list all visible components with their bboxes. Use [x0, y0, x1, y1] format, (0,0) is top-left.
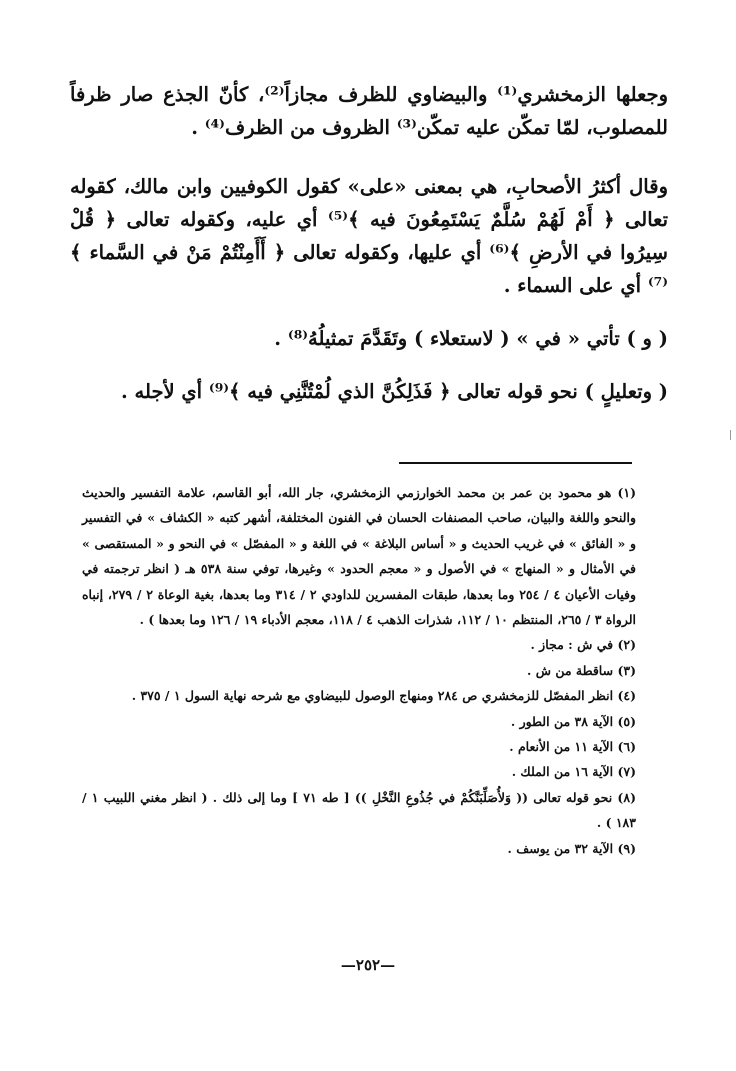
paragraph-3: ( و ) تأتي « في » ( لاستعلاء ) وتَقَدَّمَ تمثيلُهُ⁽⁸⁾ .: [274, 327, 668, 350]
footnotes: [82, 480, 636, 861]
scan-edge-mark: [730, 430, 735, 440]
page-number: —٢٥٢—: [340, 956, 396, 974]
footnote-5: (٥) الآية ٣٨ من الطور .: [510, 713, 636, 729]
footnote-6: (٦) الآية ١١ من الأنعام .: [509, 739, 636, 755]
paragraph-2: وقال أكثرُ الأصحابِ، هي بمعنى «على» كقول الكوفيين وابن مالك، كقوله تعالى ﴿ أَمْ لَهُمْ سُلَّمٌ يَسْتَمِعُونَ فيه ﴾⁽⁵⁾ أي عليه، وكقوله تعالى ﴿ قُلْ سِيرُوا في الأرضِ ﴾⁽⁶⁾ أي عليها، وكقوله تعالى ﴿ أَأَمِنْتُمْ مَنْ في السَّماء ﴾⁽⁷⁾ أي على السماء .: [70, 175, 669, 297]
footnote-9: (٩) الآية ٣٢ من يوسف .: [507, 840, 636, 856]
paragraph-1: وجعلها الزمخشري⁽¹⁾ والبيضاوي للظرف مجازاً⁽²⁾، كأنّ الجذع صار ظرفاً للمصلوب، لمّا تمكّن عليه تمكّن⁽³⁾ الظروف من الظرف⁽⁴⁾ .: [70, 83, 668, 139]
footnote-7: (٧) الآية ١٦ من الملك .: [511, 764, 636, 780]
paragraph-4: ( وتعليلٍ ) نحو قوله تعالى ﴿ فَذَلِكُنَّ الذي لُمْتُنَّنِي فيه ﴾⁽⁹⁾ أي لأجله .: [120, 380, 668, 403]
footnote-1: (١) هو محمود بن عمر بن محمد الخوارزمي الزمخشري، جار الله، أبو القاسم، علامة التفسير والحديث والنحو واللغة والبيان، صاحب المصنفات الحسان في الفنون المختلفة، أشهر كتبه « الكشاف » في التفسير و « الفائق » في غريب الحديث و « أساس البلاغة » في اللغة و « المفصّل » في النحو و « المستقصى » في الأمثال و « المنهاج » في الأصول و « معجم الحدود » وغيرها، توفي سنة ٥٣٨ هـ ( انظر ترجمته في وفيات الأعيان ٤ / ٢٥٤ وما بعدها، طبقات المفسرين للداودي ٢ / ٣١٤ وما بعدها، بغية الوعاة ٢ / ٢٧٩، إنباه الرواة ٣ / ٢٦٥، المنتظم ١٠ / ١١٢، شذرات الذهب ٤ / ١١٨، معجم الأدباء ١٩ / ١٢٦ وما بعدها ) .: [82, 485, 636, 628]
footnote-4: (٤) انظر المفصّل للزمخشري ص ٢٨٤ ومنهاج الوصول للبيضاوي مع شرحه نهاية السول ١ / ٣٧٥ .: [131, 688, 636, 704]
footnote-separator: [399, 462, 632, 464]
footnote-3: (٣) ساقطة من ش .: [527, 662, 636, 678]
footnote-8: (٨) نحو قوله تعالى (( وَلأُصَلِّبَنَّكُمْ في جُذُوعِ النَّخْلِ )) [ طه ٧١ ] وما إلى ذلك . ( انظر مغني اللبيب ١ / ١٨٣ ) .: [82, 789, 636, 831]
main-text: [70, 78, 668, 408]
footnote-2: (٢) في ش : مجاز .: [530, 637, 636, 653]
